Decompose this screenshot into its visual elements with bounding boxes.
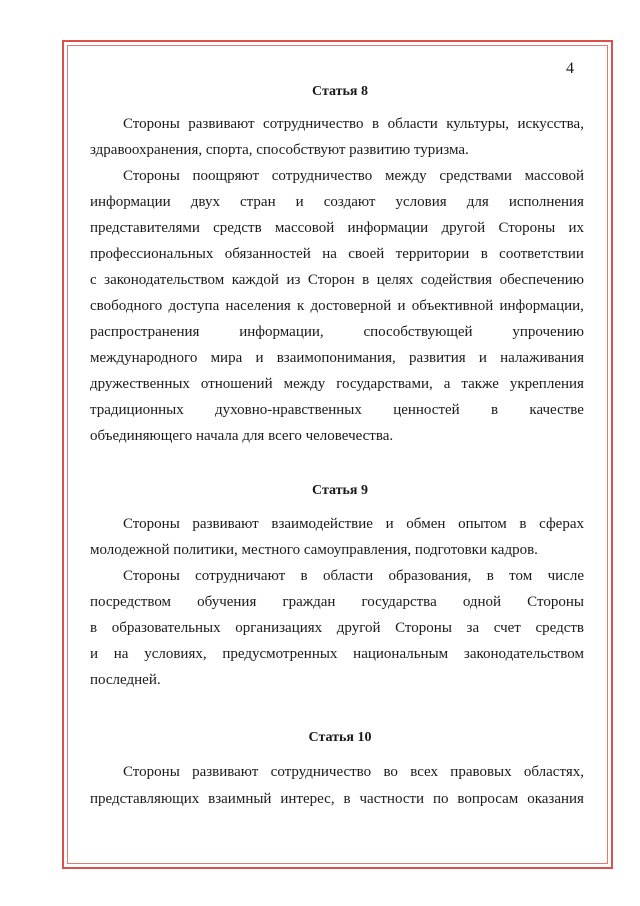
article-9-p2-line-2: посредством обучения граждан государства одной Стороны — [90, 594, 584, 610]
article-9-p2-line-3: в образовательных организациях другой Стороны за счет средств — [90, 620, 584, 636]
article-8-p2-line-1: Стороны поощряют сотрудничество между средствами массовой — [123, 168, 584, 184]
article-8-p2-line-2: информации двух стран и создают условия для исполнения — [90, 194, 584, 210]
article-8-p2-line-10: традиционных духовно-нравственных ценностей в качестве — [90, 402, 584, 418]
article-8-p1-line-1: Стороны развивают сотрудничество в области культуры, искусства, — [123, 116, 584, 132]
article-9-p2-line-1: Стороны сотрудничают в области образования, в том числе — [123, 568, 584, 584]
article-8-p2-line-7: распространения информации, способствующей упрочению — [90, 324, 584, 340]
article-10-p1-line-2: представляющих взаимный интерес, в частности по вопросам оказания — [90, 791, 584, 807]
article-8-p2-line-11: объединяющего начала для всего человечества. — [90, 428, 394, 444]
article-9-p2-line-4: и на условиях, предусмотренных национальным законодательством — [90, 646, 584, 662]
article-9-p1-line-2: молодежной политики, местного самоуправления, подготовки кадров. — [90, 542, 538, 558]
article-8-p2-line-5: с законодательством каждой из Сторон в целях содействия обеспечению — [90, 272, 584, 288]
article-8-heading: Статья 8 — [312, 84, 368, 99]
page-number: 4 — [566, 60, 574, 77]
article-10-heading: Статья 10 — [308, 730, 372, 745]
article-8-p2-line-6: свободного доступа населения к достоверной и объективной информации, — [90, 298, 584, 314]
article-8-p2-line-3: представителями средств массовой информации другой Стороны их — [90, 220, 584, 236]
article-8-p2-line-9: дружественных отношений между государствами, а также укрепления — [90, 376, 584, 392]
article-9-p1-line-1: Стороны развивают взаимодействие и обмен опытом в сферах — [123, 516, 584, 532]
article-10-p1-line-1: Стороны развивают сотрудничество во всех правовых областях, — [123, 764, 584, 780]
article-8-p1-line-2: здравоохранения, спорта, способствуют развитию туризма. — [90, 142, 469, 158]
article-8-p2-line-8: международного мира и взаимопонимания, развития и налаживания — [90, 350, 584, 366]
article-9-p2-line-5: последней. — [90, 672, 161, 688]
article-8-p2-line-4: профессиональных обязанностей на своей территории в соответствии — [90, 246, 584, 262]
article-9-heading: Статья 9 — [312, 483, 368, 498]
